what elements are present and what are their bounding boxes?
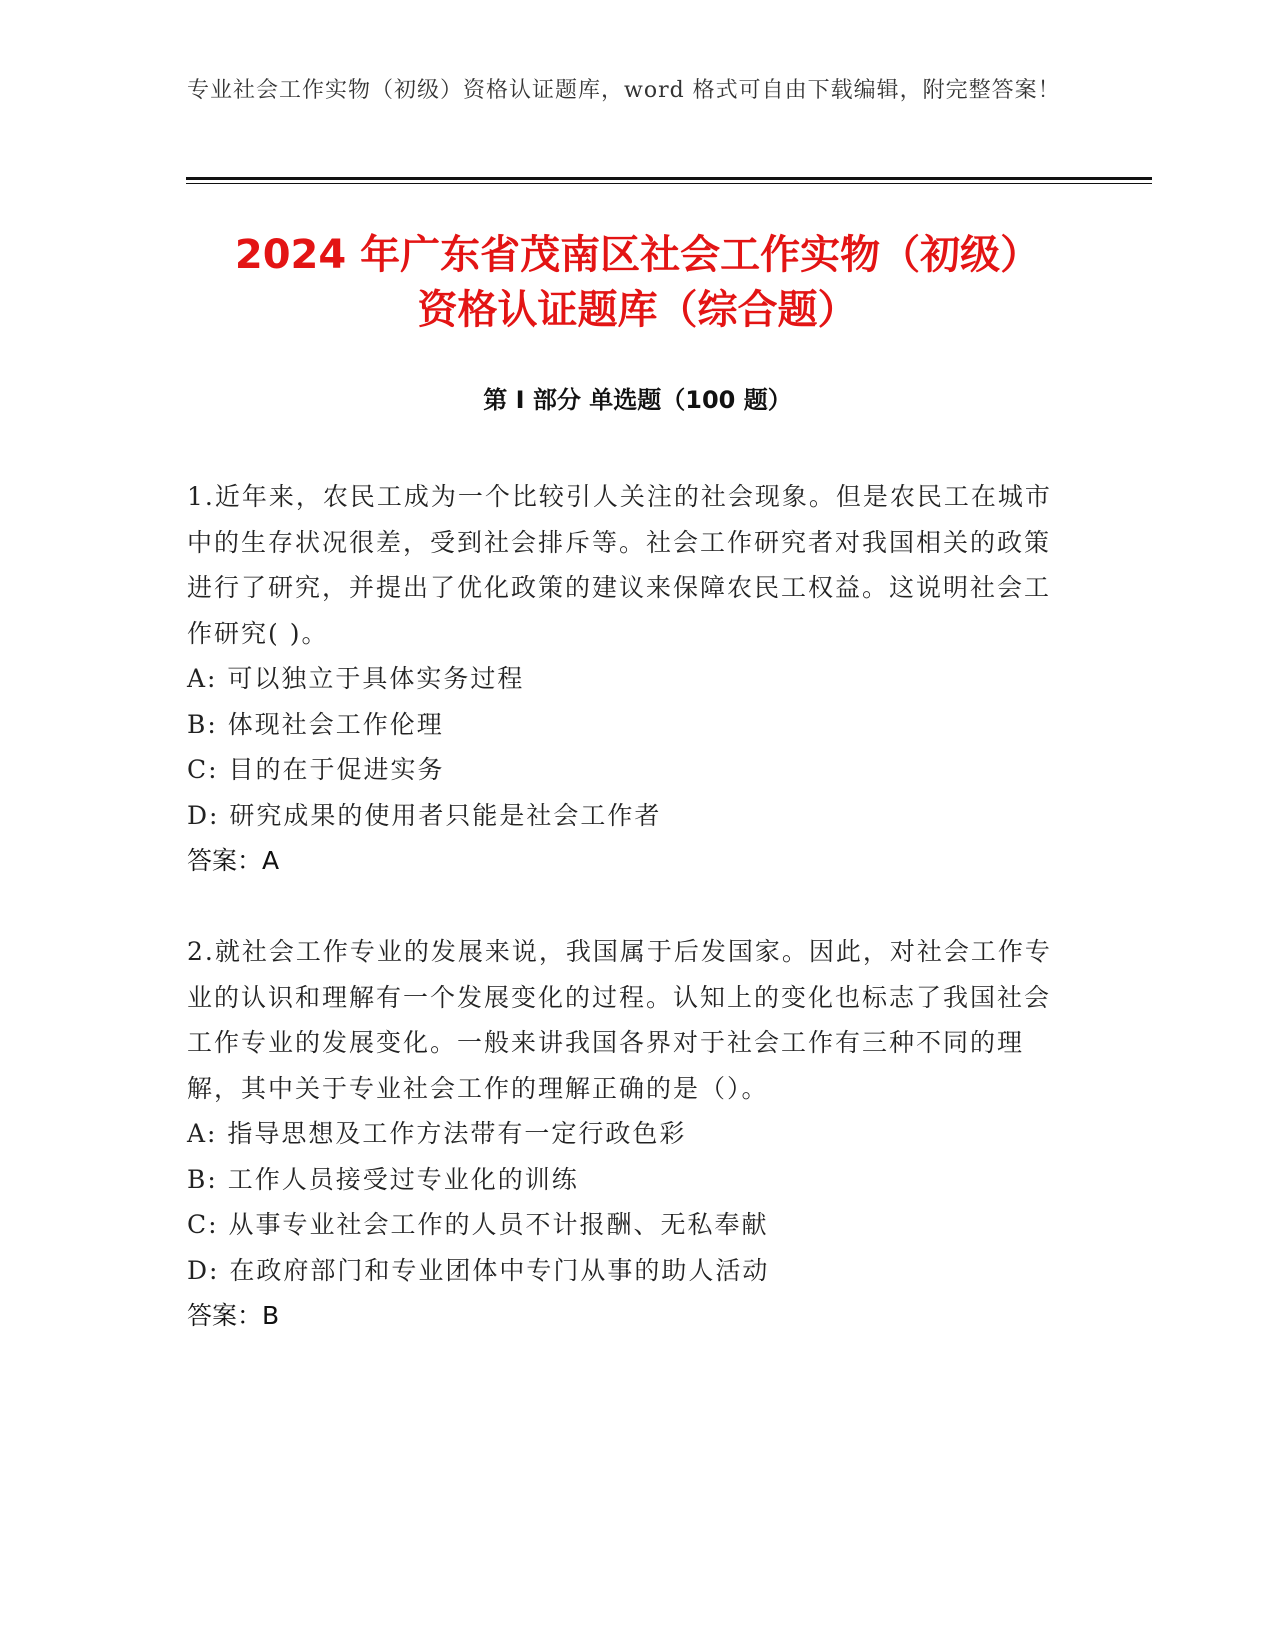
document-title-line-1: 2024 年广东省茂南区社会工作实物（初级） — [234, 232, 1041, 278]
option-a: A: 指导思想及工作方法带有一定行政色彩 — [187, 1119, 687, 1148]
option-c: C: 从事专业社会工作的人员不计报酬、无私奉献 — [187, 1210, 769, 1239]
option-c: C: 目的在于促进实务 — [187, 755, 445, 784]
section-title: 第 I 部分 单选题（100 题） — [483, 386, 792, 414]
question-stem: 1.近年来，农民工成为一个比较引人关注的社会现象。但是农民工在城市中的生存状况很差，受到社会排斥等。社会工作研究者对我国相关的政策进行了研究，并提出了优化政策的建议来保障农民工权益。这说明社会工作研究( )。 — [187, 482, 1052, 648]
answer: 答案：A — [187, 846, 280, 875]
document-title-line-2: 资格认证题库（综合题） — [417, 287, 858, 333]
option-a: A: 可以独立于具体实务过程 — [187, 664, 525, 693]
header-note: 专业社会工作实物（初级）资格认证题库，word 格式可自由下载编辑，附完整答案！ — [187, 78, 1061, 103]
question-stem: 2.就社会工作专业的发展来说，我国属于后发国家。因此，对社会工作专业的认识和理解有一个发展变化的过程。认知上的变化也标志了我国社会工作专业的发展变化。一般来讲我国各界对于社会工作有三种不同的理解，其中关于专业社会工作的理解正确的是（）。 — [187, 937, 1052, 1103]
option-d: D: 在政府部门和专业团体中专门从事的助人活动 — [187, 1255, 770, 1285]
option-b: B: 体现社会工作伦理 — [187, 709, 444, 739]
document-title — [120, 228, 1155, 338]
answer: 答案：B — [187, 1301, 280, 1330]
header-divider-thick — [186, 177, 1152, 180]
option-b: B: 工作人员接受过专业化的训练 — [187, 1164, 579, 1194]
question-1 — [187, 474, 1067, 884]
option-d: D: 研究成果的使用者只能是社会工作者 — [187, 800, 662, 830]
question-2 — [187, 929, 1067, 1339]
header-divider-thin — [186, 183, 1152, 184]
